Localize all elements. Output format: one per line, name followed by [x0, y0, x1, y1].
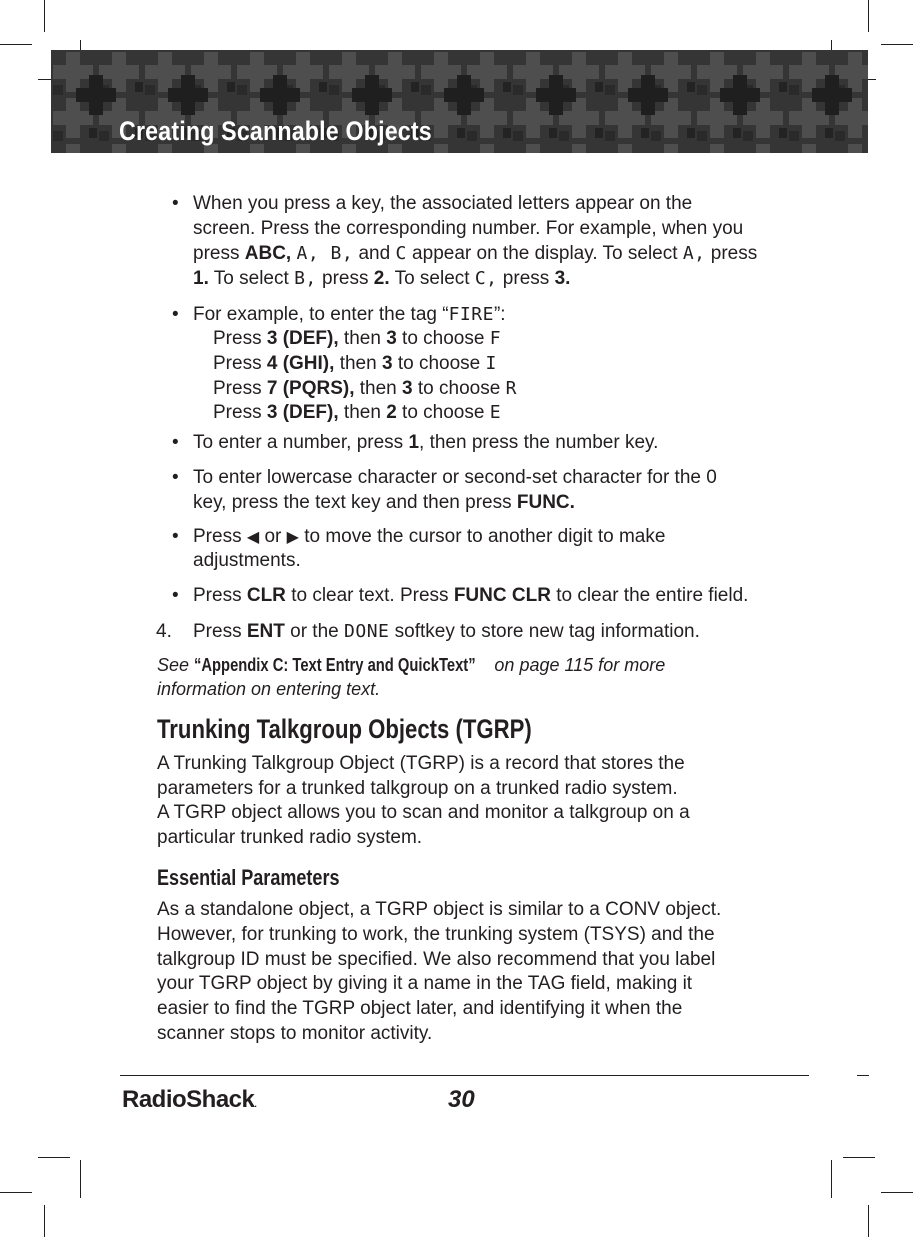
text: appear on the display. To select: [406, 243, 683, 264]
appendix-link[interactable]: “Appendix C: Text Entry and QuickText”: [194, 655, 476, 675]
header-banner: [51, 50, 868, 153]
crop-mark: [0, 44, 32, 45]
tgrp-para-line: A Trunking Talkgroup Object (TGRP) is a record that stores the: [157, 753, 685, 774]
text: To select: [389, 268, 475, 289]
text: press: [497, 268, 555, 289]
bullet-marker: •: [172, 193, 179, 214]
bullet-3: [193, 430, 658, 455]
page-title: Creating Scannable Objects: [119, 116, 432, 146]
bullet-marker: •: [172, 467, 179, 488]
key-label: 7 (PQRS),: [266, 378, 355, 399]
tgrp-para-line: particular trunked radio system.: [157, 827, 423, 848]
key-label: 3.: [554, 268, 571, 289]
crop-mark: [881, 44, 913, 45]
step-number: 4.: [156, 621, 172, 642]
key-label: 1.: [193, 268, 209, 289]
essential-para-line: talkgroup ID must be specified. We also recommend that you label: [157, 949, 716, 970]
section-heading: [157, 714, 614, 745]
essential-para-line: However, for trunking to work, the trunking system (TSYS) and the: [157, 924, 715, 945]
text: Press: [193, 621, 247, 642]
tgrp-para-line: parameters for a trunked talkgroup on a trunked radio system.: [157, 778, 678, 799]
bullet-6: [193, 583, 748, 608]
crop-mark: [843, 1157, 875, 1158]
crop-mark: [868, 0, 869, 32]
key-label: FUNC.: [516, 492, 575, 513]
text: See: [157, 655, 195, 675]
page-number: 30: [448, 1086, 475, 1113]
crop-mark: [868, 1205, 869, 1237]
text: Press: [193, 526, 247, 547]
lcd-text: B,: [294, 268, 317, 289]
bullet-1-line-1: When you press a key, the associated letters appear on the: [193, 193, 693, 214]
bullet-4-line-2: [193, 490, 575, 515]
tag-step: [213, 400, 501, 425]
bullet-4-line-1: To enter lowercase character or second-set character for the 0: [193, 467, 717, 488]
key-label: 2: [386, 402, 397, 423]
key-label: 2.: [373, 268, 390, 289]
crop-mark: [831, 1160, 832, 1198]
footer-rule: [120, 1075, 809, 1076]
key-label: 3 (DEF),: [266, 328, 339, 349]
lcd-text: C,: [474, 268, 498, 289]
bullet-marker: •: [172, 304, 179, 325]
text: or: [259, 526, 287, 547]
key-label: 3: [402, 378, 413, 399]
text: press: [316, 268, 374, 289]
bullet-5-line-1: [193, 524, 665, 550]
text: on page 115 for more: [489, 655, 666, 675]
subsection-heading: [157, 865, 380, 891]
see-reference: [157, 653, 665, 678]
see-reference-line-2: information on entering text.: [157, 679, 381, 699]
key-label: ABC,: [244, 243, 292, 264]
right-arrow-icon: ▶: [286, 529, 299, 546]
essential-para-line: As a standalone object, a TGRP object is similar to a CONV object.: [157, 899, 722, 920]
tag-step: [213, 351, 497, 376]
bullet-1-line-4: [193, 266, 570, 291]
bullet-1-line-2: screen. Press the corresponding number. For example, when you: [193, 218, 744, 239]
text: then: [338, 402, 387, 423]
lcd-text: FIRE: [448, 304, 494, 325]
lcd-text: DONE: [344, 621, 390, 642]
lcd-text: A,: [682, 243, 706, 264]
lcd-text: C: [395, 243, 407, 264]
text: Press: [213, 378, 267, 399]
key-label: ENT: [246, 621, 285, 642]
section-heading-text: Trunking Talkgroup Objects (TGRP): [157, 714, 532, 744]
text: to choose: [412, 378, 506, 399]
key-label: 3 (DEF),: [266, 402, 339, 423]
text: ”:: [493, 304, 506, 325]
text: Press: [213, 353, 267, 374]
text: to clear the entire field.: [550, 585, 749, 606]
brand-mark: .: [254, 1099, 257, 1109]
text: To enter a number, press: [193, 432, 409, 453]
crop-mark: [38, 1157, 70, 1158]
text: To select: [208, 268, 295, 289]
text: then: [334, 353, 382, 374]
text: to choose: [396, 402, 490, 423]
lcd-text: F: [489, 328, 502, 349]
bullet-1-line-3: [193, 241, 757, 266]
bullet-marker: •: [172, 526, 179, 547]
essential-para-line: scanner stops to monitor activity.: [157, 1023, 433, 1044]
lcd-text: I: [485, 353, 497, 374]
key-label: 3: [381, 353, 393, 374]
subsection-heading-text: Essential Parameters: [157, 865, 340, 890]
essential-para-line: your TGRP object by giving it a name in the TAG field, making it: [157, 973, 693, 994]
text: to choose: [392, 353, 486, 374]
step-4: [193, 619, 700, 644]
crop-mark: [44, 0, 45, 32]
text: or the: [284, 621, 345, 642]
text: then: [338, 328, 387, 349]
key-label: FUNC CLR: [453, 585, 551, 606]
text: Press: [213, 328, 267, 349]
text: to move the cursor to another digit to make: [298, 526, 666, 547]
tag-step: [213, 376, 517, 401]
key-label: CLR: [246, 585, 286, 606]
bullet-2-intro: [193, 302, 506, 327]
key-label: 1: [408, 432, 420, 453]
bullet-marker: •: [172, 585, 179, 606]
crop-mark: [44, 1205, 45, 1237]
crop-mark: [881, 1192, 913, 1193]
text: Press: [193, 585, 247, 606]
text: Press: [213, 402, 267, 423]
crop-mark: [80, 1160, 81, 1198]
key-label: 4 (GHI),: [266, 353, 335, 374]
left-arrow-icon: ◀: [246, 529, 260, 546]
essential-para-line: easier to find the TGRP object later, and identifying it when the: [157, 998, 683, 1019]
crop-mark: [857, 1075, 869, 1076]
text: to choose: [396, 328, 490, 349]
text: key, press the text key and then press: [193, 492, 517, 513]
text: and: [353, 243, 396, 264]
text: to clear text. Press: [285, 585, 454, 606]
text: , then press the number key.: [419, 432, 659, 453]
radioshack-logo: [122, 1086, 256, 1114]
tag-step: [213, 326, 501, 351]
text: For example, to enter the tag “: [193, 304, 449, 325]
lcd-text: R: [505, 378, 517, 399]
text: press: [193, 243, 245, 264]
text: press: [705, 243, 758, 264]
bullet-marker: •: [172, 432, 179, 453]
crop-mark: [0, 1192, 32, 1193]
text: softkey to store new tag information.: [389, 621, 700, 642]
lcd-text: A, B,: [296, 243, 354, 264]
bullet-5-line-2: adjustments.: [193, 550, 301, 571]
tgrp-para-line: A TGRP object allows you to scan and monitor a talkgroup on a: [157, 802, 690, 823]
brand-name: RadioShack: [122, 1086, 255, 1113]
key-label: 3: [386, 328, 397, 349]
lcd-text: E: [489, 402, 502, 423]
text: then: [354, 378, 403, 399]
